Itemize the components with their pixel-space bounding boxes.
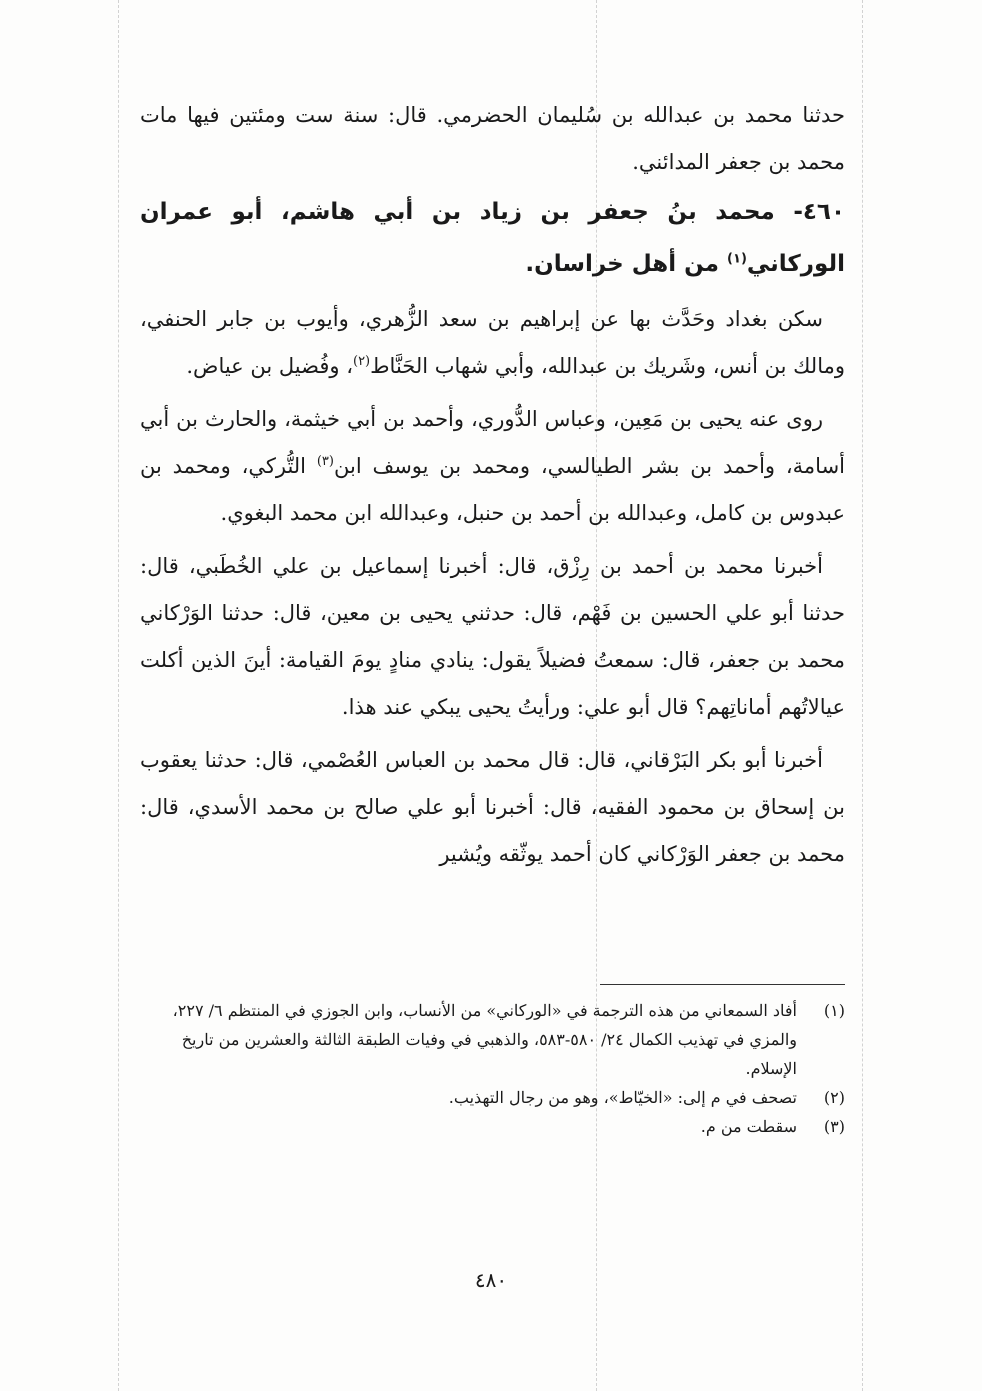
paragraph-students	[140, 396, 845, 537]
footnote-number: (٢)	[823, 1088, 845, 1107]
footnotes	[130, 996, 845, 1141]
footnote-text: أفاد السمعاني من هذه الترجمة في «الوركاني» من الأنساب، وابن الجوزي في المنتظم ٦/ ٢٢٧، والمزي في تهذيب الكمال ٢٤/ ٥٨٠-٥٨٣، والذهبي في وفيات الطبقة الثالثة والعشرين من تاريخ الإسلام.	[172, 1001, 797, 1078]
footnote-item	[130, 996, 845, 1083]
heading-tail: من أهل خراسان.	[525, 251, 728, 277]
paragraph-narration-1: أخبرنا محمد بن أحمد بن رِزْق، قال: أخبرنا إسماعيل بن علي الخُطَبي، قال: حدثنا أبو علي الحسين بن فَهْم، قال: حدثني يحيى بن معين، قال: حدثنا الوَرْكاني محمد بن جعفر، قال: سمعتُ فضيلاً يقول: ينادي منادٍ يومَ القيامة: أينَ الذين أكلت عيالاتُهم أماناتِهم؟ قال أبو علي: ورأيتُ يحيى يبكي عند هذا.	[140, 554, 845, 719]
footnote-number: (١)	[823, 1001, 845, 1020]
biography-heading	[140, 186, 845, 290]
footnote-ref-1: (١)	[727, 251, 747, 267]
footnote-text: سقطت من م.	[700, 1117, 797, 1136]
scan-artifact-line	[862, 0, 863, 1391]
heading-text: ٤٦٠- محمد بنُ جعفر بن زياد بن أبي هاشم، أبو عمران الوركاني	[140, 199, 845, 277]
teachers-text-end: ، وفُضيل بن عياض.	[186, 354, 353, 378]
footnote-item	[130, 1083, 845, 1112]
students-text-end: التُّركي، ومحمد بن عبدوس بن كامل، وعبدالله بن أحمد بن حنبل، وعبدالله ابن محمد البغوي.	[140, 454, 845, 525]
main-text	[140, 92, 845, 878]
footnote-item	[130, 1112, 845, 1141]
teachers-text: سكن بغداد وحَدَّث بها عن إبراهيم بن سعد الزُّهري، وأيوب بن جابر الحنفي، ومالك بن أنس، وشَريك بن عبدالله، وأبي شهاب الحَنَّاط	[140, 307, 845, 378]
page-number: ٤٨٠	[474, 1268, 508, 1292]
paragraph-opening: حدثنا محمد بن عبدالله بن سُليمان الحضرمي. قال: سنة ست ومئتين فيها مات محمد بن جعفر المدائني.	[140, 103, 845, 174]
paragraph-narration-2: أخبرنا أبو بكر البَرْقاني، قال: قال محمد بن العباس العُصْمي، قال: حدثنا يعقوب بن إسحاق بن محمود الفقيه، قال: أخبرنا أبو علي صالح بن محمد الأسدي، قال: محمد بن جعفر الوَرْكاني كان أحمد يوثّقه ويُشير	[140, 748, 845, 866]
footnote-ref-3: (٣)	[316, 454, 334, 469]
scan-artifact-line	[118, 0, 119, 1391]
footnote-text: تصحف في م إلى: «الخيّاط»، وهو من رجال التهذيب.	[448, 1088, 797, 1107]
footnote-separator	[600, 984, 845, 985]
footnote-ref-2: (٢)	[352, 354, 371, 369]
students-text: روى عنه يحيى بن مَعِين، وعباس الدُّوري، وأحمد بن أبي خيثمة، والحارث بن أبي أسامة، وأحمد بن بشر الطيالسي، ومحمد بن يوسف ابن	[140, 407, 846, 478]
footnote-number: (٣)	[823, 1117, 845, 1136]
paragraph-teachers	[140, 296, 845, 390]
